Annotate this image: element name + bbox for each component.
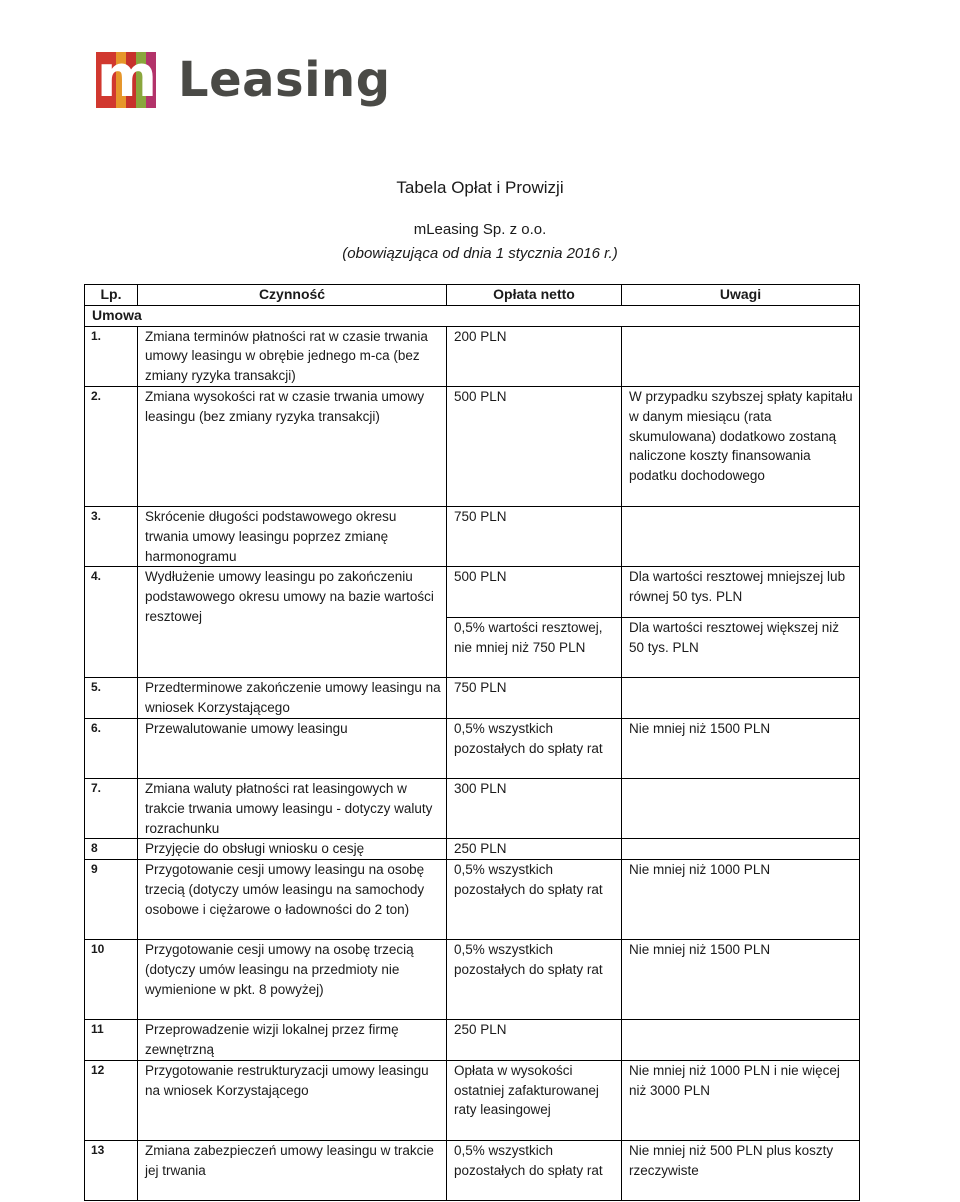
table-row — [85, 718, 860, 778]
row-notes: Nie mniej niż 1500 PLN — [622, 718, 860, 778]
row-fee: 200 PLN — [447, 326, 622, 386]
row-activity: Przygotowanie cesji umowy na osobę trzecią (dotyczy umów leasingu na przedmioty nie wymienione w pkt. 8 powyżej) — [138, 940, 447, 1020]
row-notes — [622, 1020, 860, 1061]
header-activity: Czynność — [138, 285, 447, 306]
row-notes: Dla wartości resztowej mniejszej lub równej 50 tys. PLN — [622, 567, 860, 618]
row-number: 3. — [85, 506, 138, 566]
header-row — [85, 285, 860, 306]
table-row — [85, 1020, 860, 1061]
table-row — [85, 839, 860, 860]
row-fee: 250 PLN — [447, 839, 622, 860]
row-fee: 300 PLN — [447, 778, 622, 838]
row-number: 11 — [85, 1020, 138, 1061]
row-number: 2. — [85, 386, 138, 506]
row-notes — [622, 326, 860, 386]
row-number: 10 — [85, 940, 138, 1020]
logo-wordmark: Leasing — [178, 52, 391, 108]
row-activity: Skrócenie długości podstawowego okresu trwania umowy leasingu poprzez zmianę harmonogramu — [138, 506, 447, 566]
row-fee: 750 PLN — [447, 506, 622, 566]
row-activity: Przyjęcie do obsługi wniosku o cesję — [138, 839, 447, 860]
row-number: 6. — [85, 718, 138, 778]
row-notes — [622, 778, 860, 838]
row-activity: Zmiana zabezpieczeń umowy leasingu w trakcie jej trwania — [138, 1140, 447, 1200]
header-lp: Lp. — [85, 285, 138, 306]
row-number: 8 — [85, 839, 138, 860]
row-fee: 0,5% wszystkich pozostałych do spłaty rat — [447, 860, 622, 940]
row-activity: Przedterminowe zakończenie umowy leasingu na wniosek Korzystającego — [138, 678, 447, 719]
row-fee: 0,5% wszystkich pozostałych do spłaty rat — [447, 940, 622, 1020]
row-notes: Nie mniej niż 1000 PLN — [622, 860, 860, 940]
table-row — [85, 860, 860, 940]
validity-date: (obowiązująca od dnia 1 stycznia 2016 r.) — [342, 245, 618, 262]
row-activity: Zmiana waluty płatności rat leasingowych w trakcie trwania umowy leasingu - dotyczy waluty rozrachunku — [138, 778, 447, 838]
row-activity: Przewalutowanie umowy leasingu — [138, 718, 447, 778]
header-fee: Opłata netto — [447, 285, 622, 306]
row-fee: 500 PLN — [447, 386, 622, 506]
table-row — [85, 778, 860, 838]
company-name: mLeasing Sp. z o.o. — [413, 221, 547, 238]
row-fee: 250 PLN — [447, 1020, 622, 1061]
table-row — [85, 1060, 860, 1140]
section-row — [85, 305, 860, 326]
row-number: 13 — [85, 1140, 138, 1200]
row-notes: Nie mniej niż 1500 PLN — [622, 940, 860, 1020]
row-notes — [622, 506, 860, 566]
row-number: 12 — [85, 1060, 138, 1140]
table-row — [85, 386, 860, 506]
row-activity: Przygotowanie cesji umowy leasingu na osobę trzecią (dotyczy umów leasingu na samochody osobowe i ciężarowe o ładowności do 2 ton) — [138, 860, 447, 940]
section-label: Umowa — [85, 305, 860, 326]
row-notes — [622, 839, 860, 860]
table-row — [85, 678, 860, 719]
row-activity: Przygotowanie restrukturyzacji umowy leasingu na wniosek Korzystającego — [138, 1060, 447, 1140]
header-notes: Uwagi — [622, 285, 860, 306]
row-notes-alt: Dla wartości resztowej większej niż 50 tys. PLN — [622, 618, 860, 678]
row-notes: W przypadku szybszej spłaty kapitału w danym miesiącu (rata skumulowana) dodatkowo zostaną naliczone koszty finansowania podatku dochodowego — [622, 386, 860, 506]
logo-mark-letter: m — [96, 52, 156, 108]
row-fee: Opłata w wysokości ostatniej zafakturowanej raty leasingowej — [447, 1060, 622, 1140]
table-row — [85, 506, 860, 566]
row-number: 5. — [85, 678, 138, 719]
row-notes — [622, 678, 860, 719]
row-number: 1. — [85, 326, 138, 386]
mleasing-logo — [96, 52, 391, 108]
row-fee: 0,5% wszystkich pozostałych do spłaty rat — [447, 718, 622, 778]
row-number: 9 — [85, 860, 138, 940]
row-fee-alt: 0,5% wartości resztowej, nie mniej niż 750 PLN — [447, 618, 622, 678]
row-number: 4. — [85, 567, 138, 678]
row-activity: Zmiana terminów płatności rat w czasie trwania umowy leasingu w obrębie jednego m-ca (bez zmiany ryzyka transakcji) — [138, 326, 447, 386]
table-row — [85, 940, 860, 1020]
row-number: 7. — [85, 778, 138, 838]
table-row — [85, 567, 860, 618]
fee-table — [84, 284, 860, 1201]
row-notes: Nie mniej niż 500 PLN plus koszty rzeczywiste — [622, 1140, 860, 1200]
row-fee: 750 PLN — [447, 678, 622, 719]
row-fee: 500 PLN — [447, 567, 622, 618]
logo-mark — [96, 52, 156, 108]
row-activity: Zmiana wysokości rat w czasie trwania umowy leasingu (bez zmiany ryzyka transakcji) — [138, 386, 447, 506]
row-notes: Nie mniej niż 1000 PLN i nie więcej niż 3000 PLN — [622, 1060, 860, 1140]
row-activity: Wydłużenie umowy leasingu po zakończeniu podstawowego okresu umowy na bazie wartości resztowej — [138, 567, 447, 678]
document-title: Tabela Opłat i Prowizji — [396, 178, 564, 197]
table-row — [85, 1140, 860, 1200]
table-row — [85, 326, 860, 386]
row-fee: 0,5% wszystkich pozostałych do spłaty rat — [447, 1140, 622, 1200]
row-activity: Przeprowadzenie wizji lokalnej przez firmę zewnętrzną — [138, 1020, 447, 1061]
